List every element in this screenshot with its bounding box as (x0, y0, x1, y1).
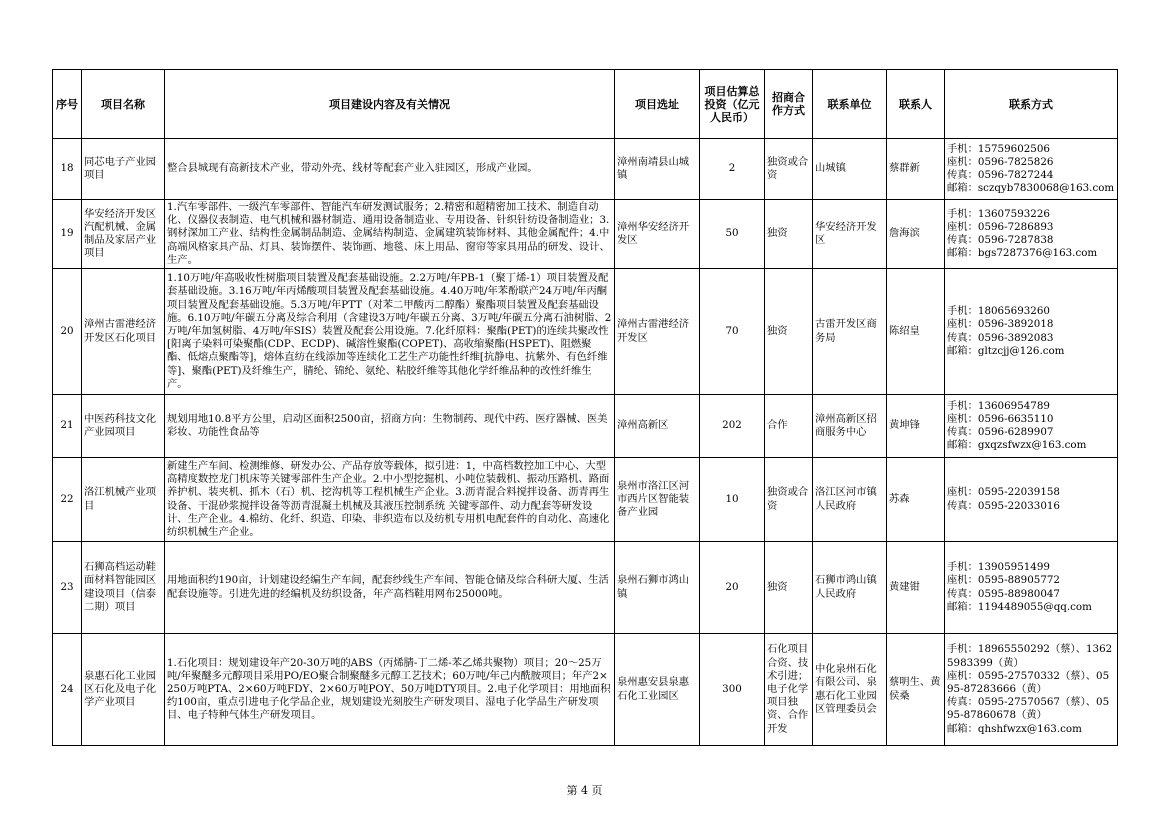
cell-unit: 漳州高新区招商服务中心 (813, 395, 887, 458)
project-table (52, 69, 1118, 746)
contact-line: 手机：18065693260 (947, 305, 1050, 318)
cell-name: 漳州古雷港经济开发区石化项目 (82, 269, 165, 395)
cell-name: 华安经济开发区汽配机械、金属制品及家居产业项目 (82, 200, 165, 269)
cell-unit: 华安经济开发区 (813, 200, 887, 269)
table-row (53, 395, 1118, 458)
header-content: 项目建设内容及有关情况 (165, 70, 615, 139)
cell-name: 石狮高档运动鞋面材料智能园区建设项目（信泰二期）项目 (82, 542, 165, 634)
contact-line: 传真：0595-27570567（蔡）、0595-87860678（黄） (947, 696, 1110, 722)
cell-person: 苏森 (887, 458, 945, 542)
cell-mode: 独资或合资 (765, 458, 813, 542)
cell-name: 洛江机械产业项目 (82, 458, 165, 542)
table-row (53, 458, 1118, 542)
cell-person: 蔡群新 (887, 139, 945, 200)
cell-unit: 山城镇 (813, 139, 887, 200)
cell-investment: 2 (700, 139, 765, 200)
header-location: 项目选址 (615, 70, 700, 139)
contact-line: 传真：0596-7287838 (947, 234, 1054, 246)
cell-location: 漳州华安经济开发区 (615, 200, 700, 269)
cell-person: 詹海滨 (887, 200, 945, 269)
table-row (53, 200, 1118, 269)
table-row (53, 634, 1118, 746)
cell-person: 蔡明生、黄侯桑 (887, 634, 945, 746)
cell-location: 泉州市洛江区河市西片区智能装备产业园 (615, 458, 700, 542)
cell-index: 20 (53, 269, 82, 395)
contact-line: 手机：15759602506 (947, 142, 1050, 155)
cell-name: 泉惠石化工业园区石化及电子化学产业项目 (82, 634, 165, 746)
cell-investment: 10 (700, 458, 765, 542)
cell-index: 21 (53, 395, 82, 458)
cell-mode: 合作 (765, 395, 813, 458)
cell-contact (945, 634, 1118, 746)
cell-location: 漳州南靖县山城镇 (615, 139, 700, 200)
cell-investment: 20 (700, 542, 765, 634)
header-contact: 联系方式 (945, 70, 1118, 139)
table-row (53, 269, 1118, 395)
cell-investment: 202 (700, 395, 765, 458)
cell-mode: 独资 (765, 200, 813, 269)
header-person: 联系人 (887, 70, 945, 139)
cell-contact (945, 200, 1118, 269)
cell-name: 中医药科技文化产业园项目 (82, 395, 165, 458)
contact-line: 座机：0596-7825826 (947, 155, 1054, 168)
cell-content: 新建生产车间、检测维修、研发办公、产品存放等载体，拟引进：1，中高档数控加工中心、大型高精度数控龙门机床等关键零部件生产企业。2.中小型挖掘机、小吨位装载机、振动压路机、路面养护机、装夹机、抓木（石）机、挖沟机等工程机械生产企业。3.沥青混合料搅拌设备、沥青再生设备、干混砂浆搅拌设备等沥青混凝土机械及其液压控制系统 关键零部件、动力配套等研发设计、生产企业。4.棉纺、化纤、织造、印染、非织造布以及纺机专用机电配套件的自动化、高速化纺织机械生产企业。 (165, 458, 615, 542)
cell-investment: 300 (700, 634, 765, 746)
cell-contact (945, 458, 1118, 542)
contact-line: 手机：18965550292（蔡）、13625983399（黄） (947, 643, 1113, 669)
cell-index: 24 (53, 634, 82, 746)
table-row (53, 139, 1118, 200)
cell-content: 1.汽车零部件、一级汽车零部件、智能汽车研发测试服务；2.精密和超精密加工技术、制造自动化、仪器仪表制造、电气机械和器材制造、通用设备制造业、专用设备、针织针纺设备制造业；3.钢材深加工产业、结构性金属制品制造、金属结构制造、金属建筑装饰材料、其他金属配件；4.中高端风格家具产品、灯具、装饰摆件、装饰画、地毯、床上用品、窗帘等家具用品的研发、设计、生产。 (165, 200, 615, 269)
contact-line: 传真：0595-22033016 (947, 499, 1060, 512)
cell-unit: 洛江区河市镇人民政府 (813, 458, 887, 542)
cell-mode: 独资或合资 (765, 139, 813, 200)
cell-contact (945, 542, 1118, 634)
cell-index: 22 (53, 458, 82, 542)
contact-line: 传真：0596-3892083 (947, 331, 1054, 344)
cell-mode: 石化项目合资、技术引进；电子化学项目独资、合作开发 (765, 634, 813, 746)
header-name: 项目名称 (82, 70, 165, 139)
header-investment: 项目估算总投资（亿元人民币） (700, 70, 765, 139)
contact-line: 手机：13606954789 (947, 399, 1050, 412)
cell-name: 同芯电子产业园项目 (82, 139, 165, 200)
cell-content: 1.石化项目：规划建设年产20-30万吨的ABS（丙烯腈-丁二烯-苯乙烯共聚物）项目；20～25万吨/年聚醚多元醇项目采用PO/EO聚合制聚醚多元醇工艺技术；60万吨/年己内酰胺项目；年产2×250万吨PTA、2×60万吨FDY、2×60万吨POY、50万吨DTY项目。2.电子化学项目：用地面积约100亩，重点引进电子化学品企业，规划建设光刻胶生产研发项目、湿电子化学品生产研发项目、电子特种气体生产研发项目。 (165, 634, 615, 746)
contact-line: 手机：13607593226 (947, 207, 1050, 220)
cell-contact (945, 269, 1118, 395)
contact-line: 邮箱：gxqzsfwzx@163.com (947, 439, 1087, 452)
cell-location: 漳州古雷港经济开发区 (615, 269, 700, 395)
cell-person: 黄坤锋 (887, 395, 945, 458)
cell-contact (945, 395, 1118, 458)
header-index: 序号 (53, 70, 82, 139)
cell-unit: 石狮市鸿山镇人民政府 (813, 542, 887, 634)
cell-index: 23 (53, 542, 82, 634)
cell-index: 19 (53, 200, 82, 269)
contact-line: 座机：0596-7286893 (947, 220, 1054, 233)
contact-line: 传真：0596-6289907 (947, 426, 1054, 439)
cell-location: 泉州惠安县泉惠石化工业园区 (615, 634, 700, 746)
contact-line: 邮箱：gltzcjj@126.com (947, 344, 1065, 357)
contact-line: 邮箱：bgs7287376@163.com (947, 247, 1098, 260)
cell-content: 用地面积约190亩，计划建设经编生产车间，配套纱线生产车间、智能仓储及综合科研大厦、生活配套设施等。引进先进的经编机及纺织设备，年产高档鞋用网布25000吨。 (165, 542, 615, 634)
cell-investment: 50 (700, 200, 765, 269)
contact-line: 座机：0595-27570332（蔡）、0595-87283666（黄） (947, 669, 1110, 695)
cell-mode: 独资 (765, 542, 813, 634)
contact-line: 邮箱：1194489055@qq.com (947, 600, 1092, 613)
page-number: 第 4 页 (566, 784, 603, 797)
cell-content: 1.10万吨/年高吸收性树脂项目装置及配套基础设施。2.2万吨/年PB-1（聚丁烯-1）项目装置及配套基础设施。3.16万吨/年丙烯酸项目装置及配套基础设施。4.40万吨/年苯酚联产24万吨/年丙酮项目装置及配套基础设施。5.3万吨/年PTT（对苯二甲酸丙二醇酯）聚酯项目装置及配套基础设施。6.10万吨/年碳五分离及综合利用（含建设3万吨/年碳五分离、3万吨/年碳五分离石油树脂、2万吨/年加氢树脂、4万吨/年SIS）装置及配套公用设施。7.化纤原料：聚酯(PET)的连续共聚改性[阳离子染料可染聚酯(CDP、ECDP)、碱溶性聚酯(COPET)、高收缩聚酯(HSPET)、阻燃聚酯、低熔点聚酯等]，熔体直纺在线添加等连续化工艺生产功能性纤维[抗静电、抗紫外、有色纤维等]、聚酯(PET)及纤维生产，腈纶、锦纶、氨纶、粘胶纤维等其他化学纤维品种的改性纤维生产。 (165, 269, 615, 395)
contact-line: 座机：0596-3892018 (947, 318, 1054, 331)
header-unit: 联系单位 (813, 70, 887, 139)
cell-mode: 独资 (765, 269, 813, 395)
cell-content: 整合县城现有高新技术产业，带动外壳、线材等配套产业入驻园区，形成产业园。 (165, 139, 615, 200)
header-row (53, 70, 1118, 139)
cell-location: 漳州高新区 (615, 395, 700, 458)
table-row (53, 542, 1118, 634)
cell-person: 黄建钳 (887, 542, 945, 634)
contact-line: 传真：0596-7827244 (947, 169, 1054, 181)
cell-person: 陈绍皇 (887, 269, 945, 395)
header-mode: 招商合作方式 (765, 70, 813, 139)
cell-contact (945, 139, 1118, 200)
cell-unit: 古雷开发区商务局 (813, 269, 887, 395)
cell-investment: 70 (700, 269, 765, 395)
contact-line: 座机：0595-22039158 (947, 486, 1060, 499)
cell-index: 18 (53, 139, 82, 200)
contact-line: 邮箱：sczqyb7830068@163.com (947, 182, 1115, 195)
cell-unit: 中化泉州石化有限公司、泉惠石化工业园区管理委员会 (813, 634, 887, 746)
contact-line: 传真：0595-88980047 (947, 587, 1060, 600)
contact-line: 座机：0595-88905772 (947, 574, 1060, 587)
contact-line: 手机：13905951499 (947, 561, 1050, 574)
contact-line: 座机：0596-6635110 (947, 412, 1054, 425)
cell-location: 泉州石狮市鸿山镇 (615, 542, 700, 634)
cell-content: 规划用地10.8平方公里，启动区面积2500亩，招商方向：生物制药、现代中药、医疗器械、医美彩妆、功能性食品等 (165, 395, 615, 458)
contact-line: 邮箱：qhshfwzx@163.com (947, 722, 1082, 735)
